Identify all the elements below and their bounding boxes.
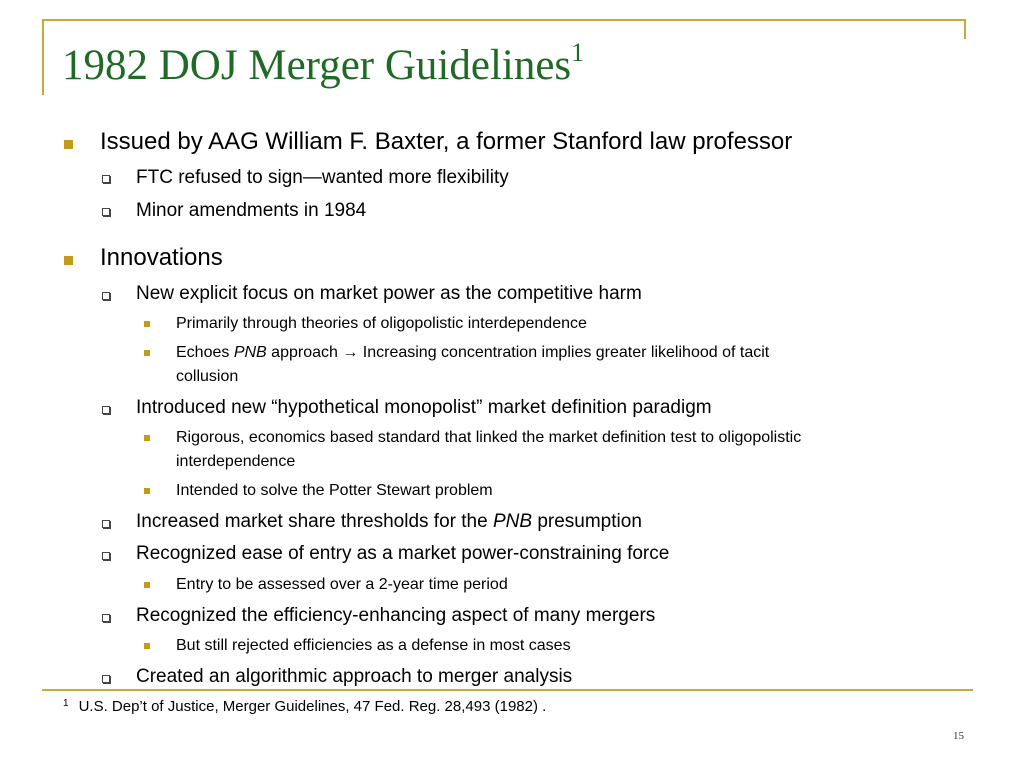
checkbox-bullet-icon: [102, 614, 110, 622]
checkbox-bullet-icon: [102, 175, 110, 183]
small-square-bullet-icon: [144, 582, 150, 588]
footnote-divider: [42, 689, 973, 691]
bullet-efficiency: Recognized the efficiency-enhancing aspect of many mergers: [136, 605, 656, 626]
bullet-ease-of-entry: Recognized ease of entry as a market power-constraining force: [136, 543, 670, 564]
thresholds-suffix: presumption: [532, 511, 642, 532]
bullet-issued: Issued by AAG William F. Baxter, a former Stanford law professor: [100, 128, 793, 155]
bullet-oligopolistic: Primarily through theories of oligopolistic interdependence: [176, 315, 587, 332]
checkbox-bullet-icon: [102, 675, 110, 683]
square-bullet-icon: [64, 140, 73, 149]
bullet-thresholds: [136, 511, 642, 533]
bullet-echoes-pnb-line2: collusion: [176, 368, 239, 385]
footnote-mark: 1: [63, 698, 69, 709]
bullet-rigorous-standard-line2: interdependence: [176, 453, 296, 470]
checkbox-bullet-icon: [102, 406, 110, 414]
frame-left-line: [42, 19, 44, 95]
slide-title-text: 1982 DOJ Merger Guidelines: [62, 42, 572, 89]
bullet-innovations: Innovations: [100, 244, 223, 271]
bullet-efficiencies-defense: But still rejected efficiencies as a defense in most cases: [176, 637, 571, 654]
checkbox-bullet-icon: [102, 552, 110, 560]
echoes-pnb: PNB: [233, 344, 267, 361]
checkbox-bullet-icon: [102, 208, 110, 216]
small-square-bullet-icon: [144, 643, 150, 649]
bullet-entry-period: Entry to be assessed over a 2-year time period: [176, 576, 508, 593]
bullet-rigorous-standard: Rigorous, economics based standard that linked the market definition test to oligopolistic: [176, 429, 802, 446]
checkbox-bullet-icon: [102, 520, 110, 528]
bullet-market-power: New explicit focus on market power as the competitive harm: [136, 283, 642, 304]
bullet-hypothetical-monopolist: Introduced new “hypothetical monopolist” market definition paradigm: [136, 397, 712, 418]
thresholds-prefix: Increased market share thresholds for the: [136, 511, 493, 532]
thresholds-pnb: PNB: [492, 511, 533, 532]
small-square-bullet-icon: [144, 488, 150, 494]
bullet-minor-amendments: Minor amendments in 1984: [136, 200, 367, 221]
frame-right-tick: [964, 19, 966, 39]
echoes-prefix: Echoes: [176, 344, 234, 361]
page-number: 15: [953, 730, 964, 742]
slide-title: [62, 40, 584, 92]
bullet-ftc-refused: FTC refused to sign—wanted more flexibility: [136, 167, 509, 188]
small-square-bullet-icon: [144, 321, 150, 327]
frame-top-line: [42, 19, 966, 21]
small-square-bullet-icon: [144, 350, 150, 356]
checkbox-bullet-icon: [102, 292, 110, 300]
square-bullet-icon: [64, 256, 73, 265]
bullet-echoes-pnb: [176, 341, 769, 365]
echoes-rest: approach → Increasing concentration implies greater likelihood of tacit: [266, 344, 770, 361]
footnote-text: U.S. Dep’t of Justice, Merger Guidelines, 47 Fed. Reg. 28,493 (1982) .: [78, 698, 547, 715]
footnote: [63, 698, 546, 716]
bullet-algorithmic: Created an algorithmic approach to merger analysis: [136, 666, 573, 687]
title-footnote-mark: 1: [571, 38, 585, 67]
small-square-bullet-icon: [144, 435, 150, 441]
bullet-potter-stewart: Intended to solve the Potter Stewart problem: [176, 482, 493, 499]
